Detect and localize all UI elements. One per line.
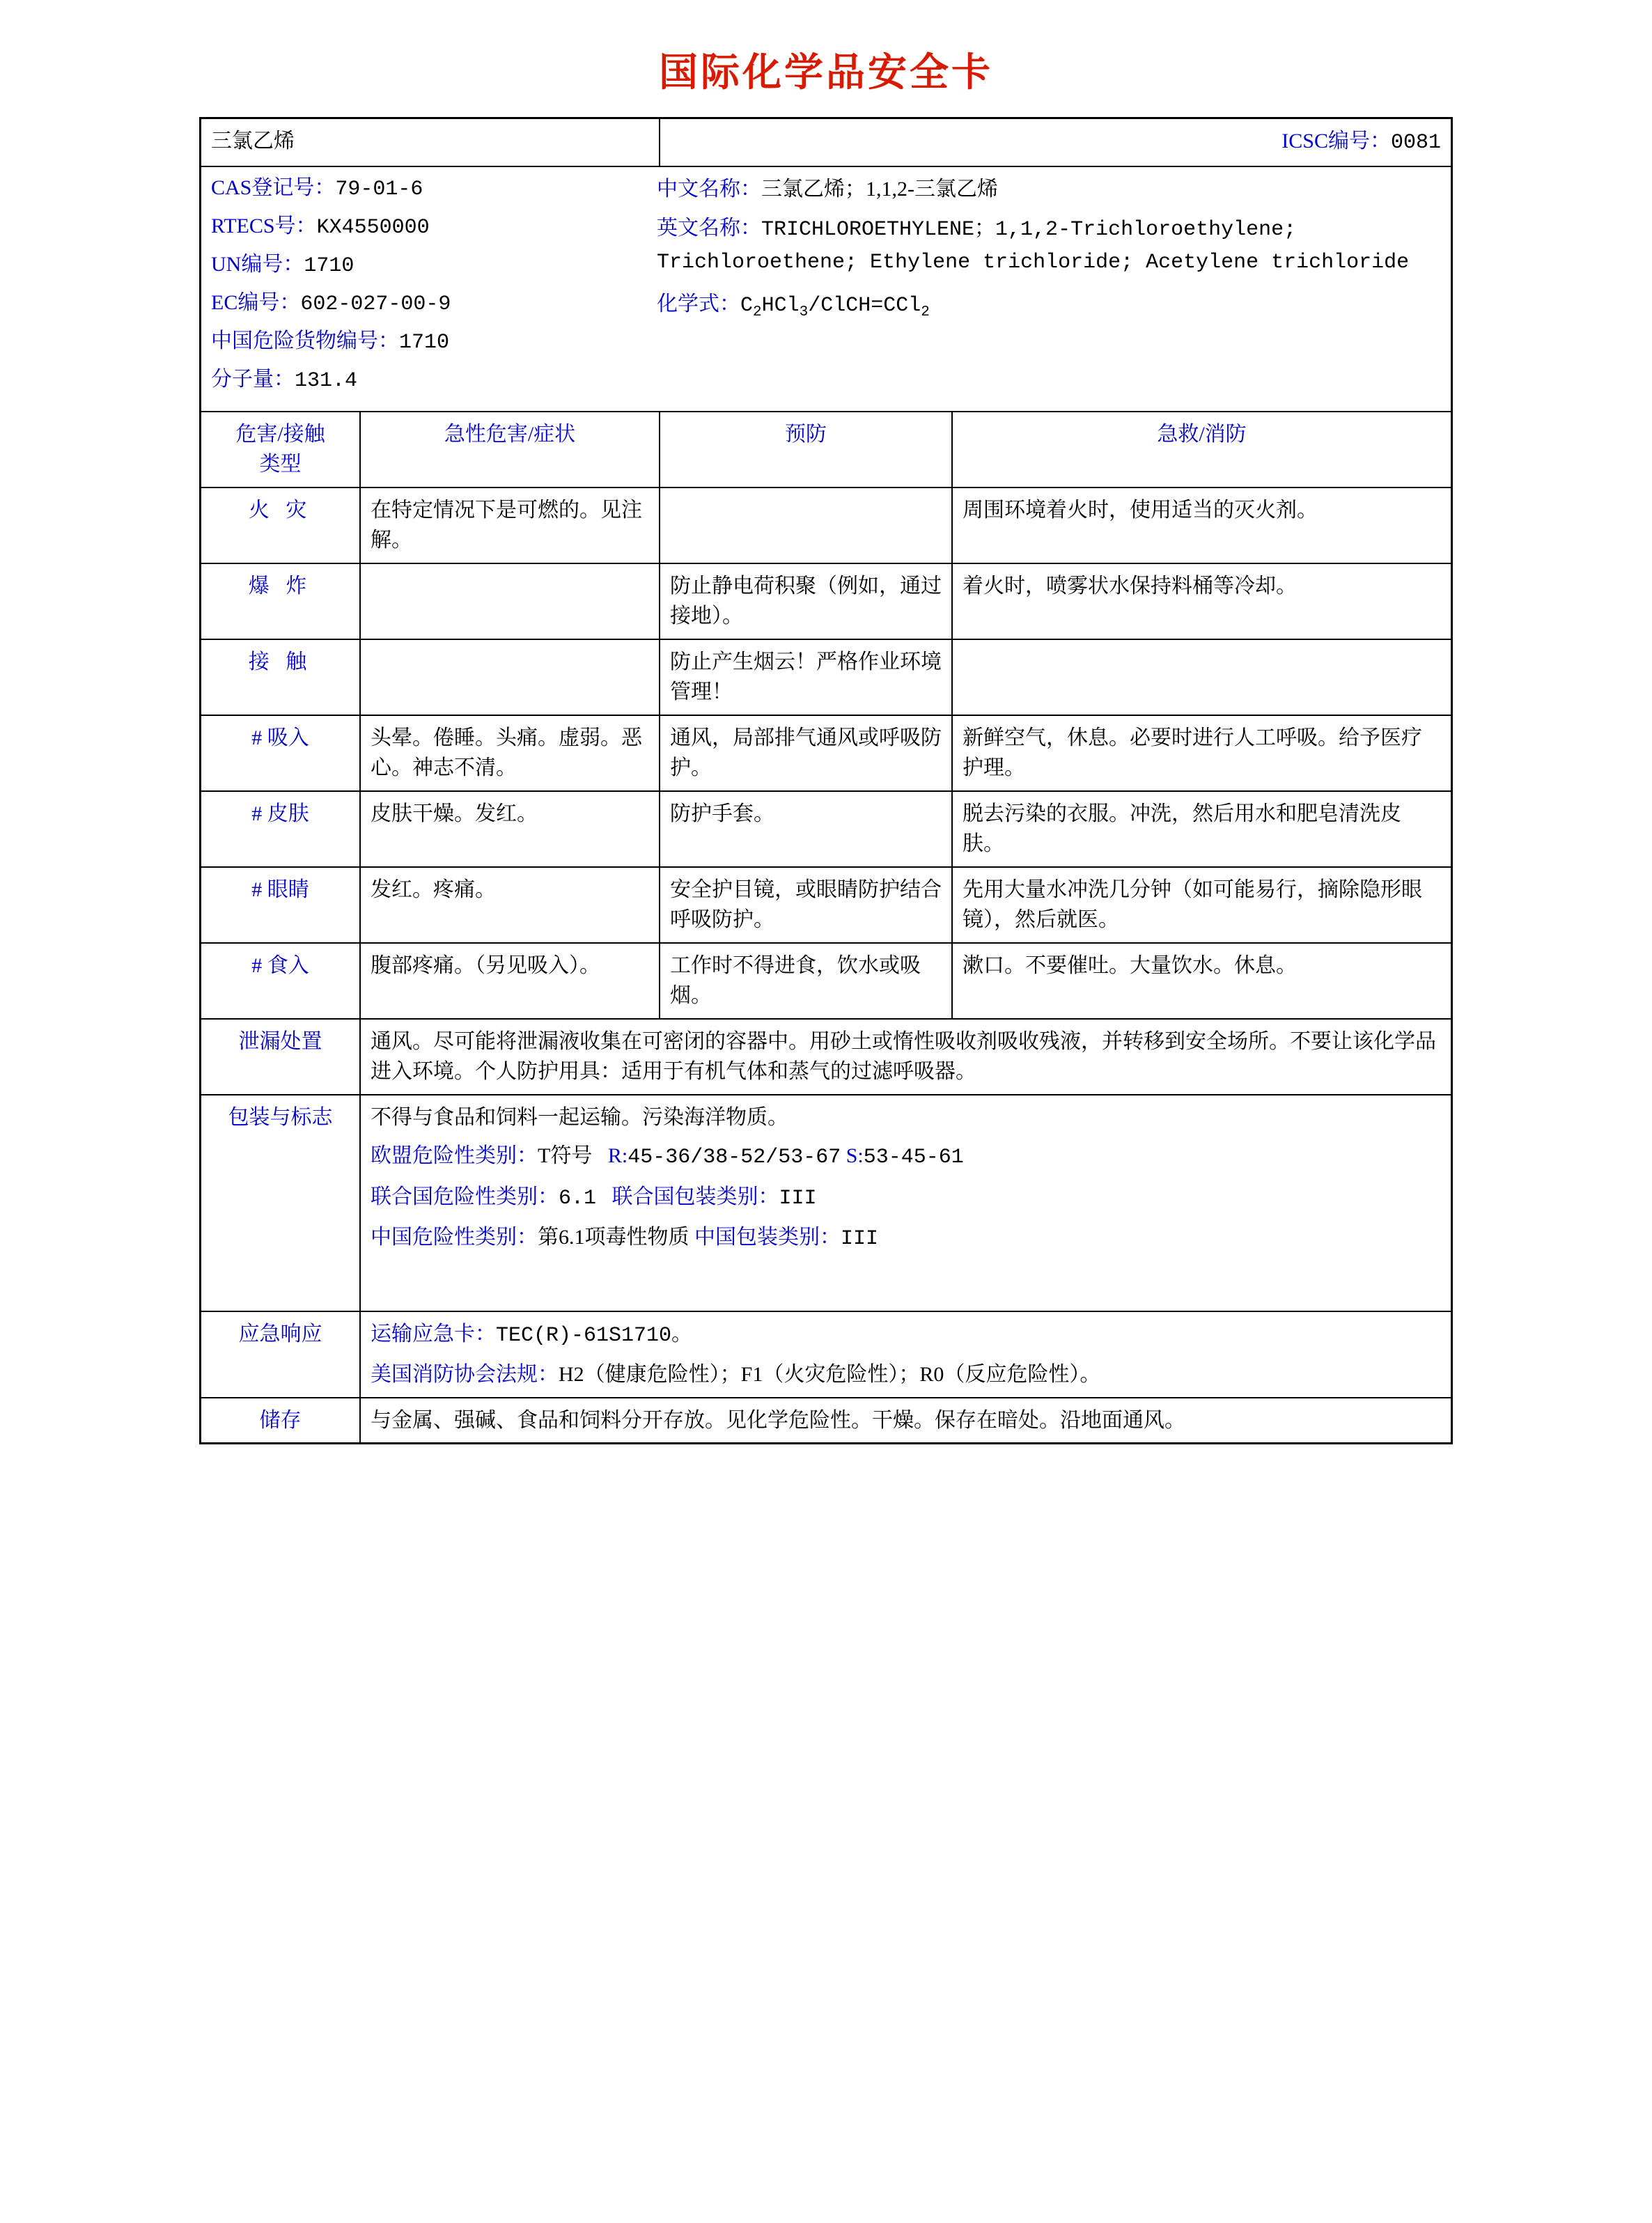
hazard-exposure-symptoms [360,639,660,715]
storage-row [201,1398,1451,1443]
hazard-ingestion-symptoms: 腹部疼痛。（另见吸入）。 [360,943,660,1019]
spill-row [201,1019,1451,1095]
un-pack-value: III [779,1186,817,1210]
icsc-label: ICSC编号： [1281,130,1391,153]
cas-value: 79-01-6 [335,177,423,201]
table-row [201,715,1451,791]
hazard-label-explosion: 爆 炸 [201,563,360,639]
hazard-fire-firstaid: 周围环境着火时，使用适当的灭火剂。 [952,488,1451,563]
mw-value: 131.4 [295,368,358,393]
icsc-number: 0081 [1390,131,1441,155]
un-class-value: 6.1 [559,1186,597,1210]
emergency-label: 应急响应 [201,1311,360,1398]
cas-row [211,174,657,203]
hazard-col-type-line1: 危害/接触 [235,422,325,446]
eu-class-label: 欧盟危险性类别： [371,1144,538,1167]
cn-name-row [657,174,1441,205]
cn-pack-value: III [841,1227,879,1251]
en-name-row [657,213,1441,278]
ec-value: 602-027-00-9 [300,292,451,316]
formula-label: 化学式： [657,292,740,315]
cn-class-label: 中国危险性类别： [371,1226,538,1249]
icsc-table [201,119,1451,1442]
hazard-header-row [201,412,1451,488]
hazard-label-ingestion: # 食入 [201,943,360,1019]
card-header-row [201,119,1451,166]
identification-left [211,174,657,404]
tec-label: 运输应急卡： [371,1322,496,1346]
tec-value: TEC(R)-61S1710。 [496,1323,693,1348]
hazard-inhalation-firstaid: 新鲜空气，休息。必要时进行人工呼吸。给予医疗护理。 [952,715,1451,791]
hazard-col-type-line2: 类型 [259,453,302,476]
identification-block [201,166,1451,412]
hazard-ingestion-prevention: 工作时不得进食，饮水或吸烟。 [660,943,952,1019]
hazard-inhalation-prevention: 通风，局部排气通风或呼吸防护。 [660,715,952,791]
ec-label: EC编号： [211,290,301,314]
packaging-line1: 不得与食品和饲料一起运输。污染海洋物质。 [371,1105,788,1129]
identification-right [657,174,1441,404]
cn-dangerous-row [211,327,657,357]
hazard-col-prevention: 预防 [660,412,952,488]
table-row [201,488,1451,563]
un-label: UN编号： [211,252,304,276]
hazard-exposure-prevention: 防止产生烟云！严格作业环境管理！ [660,639,952,715]
hazard-ingestion-firstaid: 漱口。不要催吐。大量饮水。休息。 [952,943,1451,1019]
packaging-row [201,1095,1451,1311]
mw-label: 分子量： [211,367,295,391]
packaging-un-line [371,1182,1441,1215]
nfpa-value: H2（健康危险性）；F1（火灾危险性）；R0（反应危险性）。 [559,1363,1101,1386]
hazard-explosion-prevention: 防止静电荷积聚（例如，通过接地）。 [660,563,952,639]
spill-label: 泄漏处置 [201,1019,360,1095]
emergency-row [201,1311,1451,1398]
cn-dangerous-value: 1710 [399,330,450,354]
table-row [201,867,1451,943]
cn-class-value: 第6.1项毒性物质 [538,1226,689,1249]
un-pack-label: 联合国包装类别： [611,1185,779,1208]
un-class-label: 联合国危险性类别： [371,1185,559,1208]
formula-value: $C_2HCl_3/ClCH=CCl_2$ [740,294,930,320]
hazard-fire-prevention [660,488,952,563]
hazard-label-inhalation: # 吸入 [201,715,360,791]
hazard-col-type [201,412,360,488]
hazard-label-exposure: 接 触 [201,639,360,715]
icsc-number-cell [660,119,1451,166]
cas-label: CAS登记号： [211,176,336,199]
hazard-label-eyes: # 眼睛 [201,867,360,943]
hazard-eyes-prevention: 安全护目镜，或眼睛防护结合呼吸防护。 [660,867,952,943]
hazard-inhalation-symptoms: 头晕。倦睡。头痛。虚弱。恶心。神志不清。 [360,715,660,791]
packaging-eu-line [371,1141,1441,1173]
cn-name-label: 中文名称： [657,177,761,201]
identification-row [201,166,1451,412]
mw-row [211,366,657,395]
hazard-col-symptoms: 急性危害/症状 [360,412,660,488]
en-name-value: TRICHLOROETHYLENE；1,1,2-Trichloroethylene; Trichloroethene; Ethylene trichloride; Acetylene trichloride [657,218,1410,274]
hazard-skin-symptoms: 皮肤干燥。发红。 [360,791,660,867]
cn-dangerous-label: 中国危险货物编号： [211,329,399,352]
table-row [201,791,1451,867]
eu-s-value: 53-45-61 [863,1146,964,1169]
nfpa-line [371,1359,1441,1390]
substance-name: 三氯乙烯 [201,119,660,166]
en-name-label: 英文名称： [657,217,761,240]
hazard-exposure-firstaid [952,639,1451,715]
table-row [201,563,1451,639]
un-value: 1710 [304,254,354,278]
nfpa-label: 美国消防协会法规： [371,1363,559,1386]
spill-text: 通风。尽可能将泄漏液收集在可密闭的容器中。用砂土或惰性吸收剂吸收残液，并转移到安全场所。不要让该化学品进入环境。个人防护用具：适用于有机气体和蒸气的过滤呼吸器。 [360,1019,1451,1095]
tec-line [371,1319,1441,1352]
cn-pack-label: 中国包装类别： [694,1226,841,1249]
hazard-skin-prevention: 防护手套。 [660,791,952,867]
packaging-cn-line [371,1222,1441,1255]
storage-text: 与金属、强碱、食品和饲料分开存放。见化学危险性。干燥。保存在暗处。沿地面通风。 [360,1398,1451,1443]
un-row [211,251,657,280]
icsc-card [199,117,1453,1444]
table-row [201,639,1451,715]
table-row [201,943,1451,1019]
eu-r-value: 45-36/38-52/53-67 [628,1146,841,1169]
rtecs-value: KX4550000 [316,215,430,240]
hazard-eyes-symptoms: 发红。疼痛。 [360,867,660,943]
formula-row [657,290,1441,322]
hazard-skin-firstaid: 脱去污染的衣服。冲洗，然后用水和肥皂清洗皮肤。 [952,791,1451,867]
page-title: 国际化学品安全卡 [659,50,993,95]
hazard-col-firstaid: 急救/消防 [952,412,1451,488]
hazard-label-skin: # 皮肤 [201,791,360,867]
storage-label: 储存 [201,1398,360,1443]
hazard-explosion-symptoms [360,563,660,639]
packaging-body [360,1095,1451,1311]
eu-class-value: T符号 [538,1144,593,1167]
packaging-label: 包装与标志 [201,1095,360,1311]
ec-row [211,289,657,318]
rtecs-label: RTECS号： [211,214,317,237]
hazard-eyes-firstaid: 先用大量水冲洗几分钟（如可能易行，摘除隐形眼镜），然后就医。 [952,867,1451,943]
eu-s-label: S: [846,1144,864,1167]
hazard-fire-symptoms: 在特定情况下是可燃的。见注解。 [360,488,660,563]
rtecs-row [211,212,657,242]
hazard-explosion-firstaid: 着火时，喷雾状水保持料桶等冷却。 [952,563,1451,639]
cn-name-value: 三氯乙烯；1,1,2-三氯乙烯 [761,177,998,201]
hazard-label-fire: 火 灾 [201,488,360,563]
emergency-body [360,1311,1451,1398]
eu-r-label: R: [607,1144,628,1167]
